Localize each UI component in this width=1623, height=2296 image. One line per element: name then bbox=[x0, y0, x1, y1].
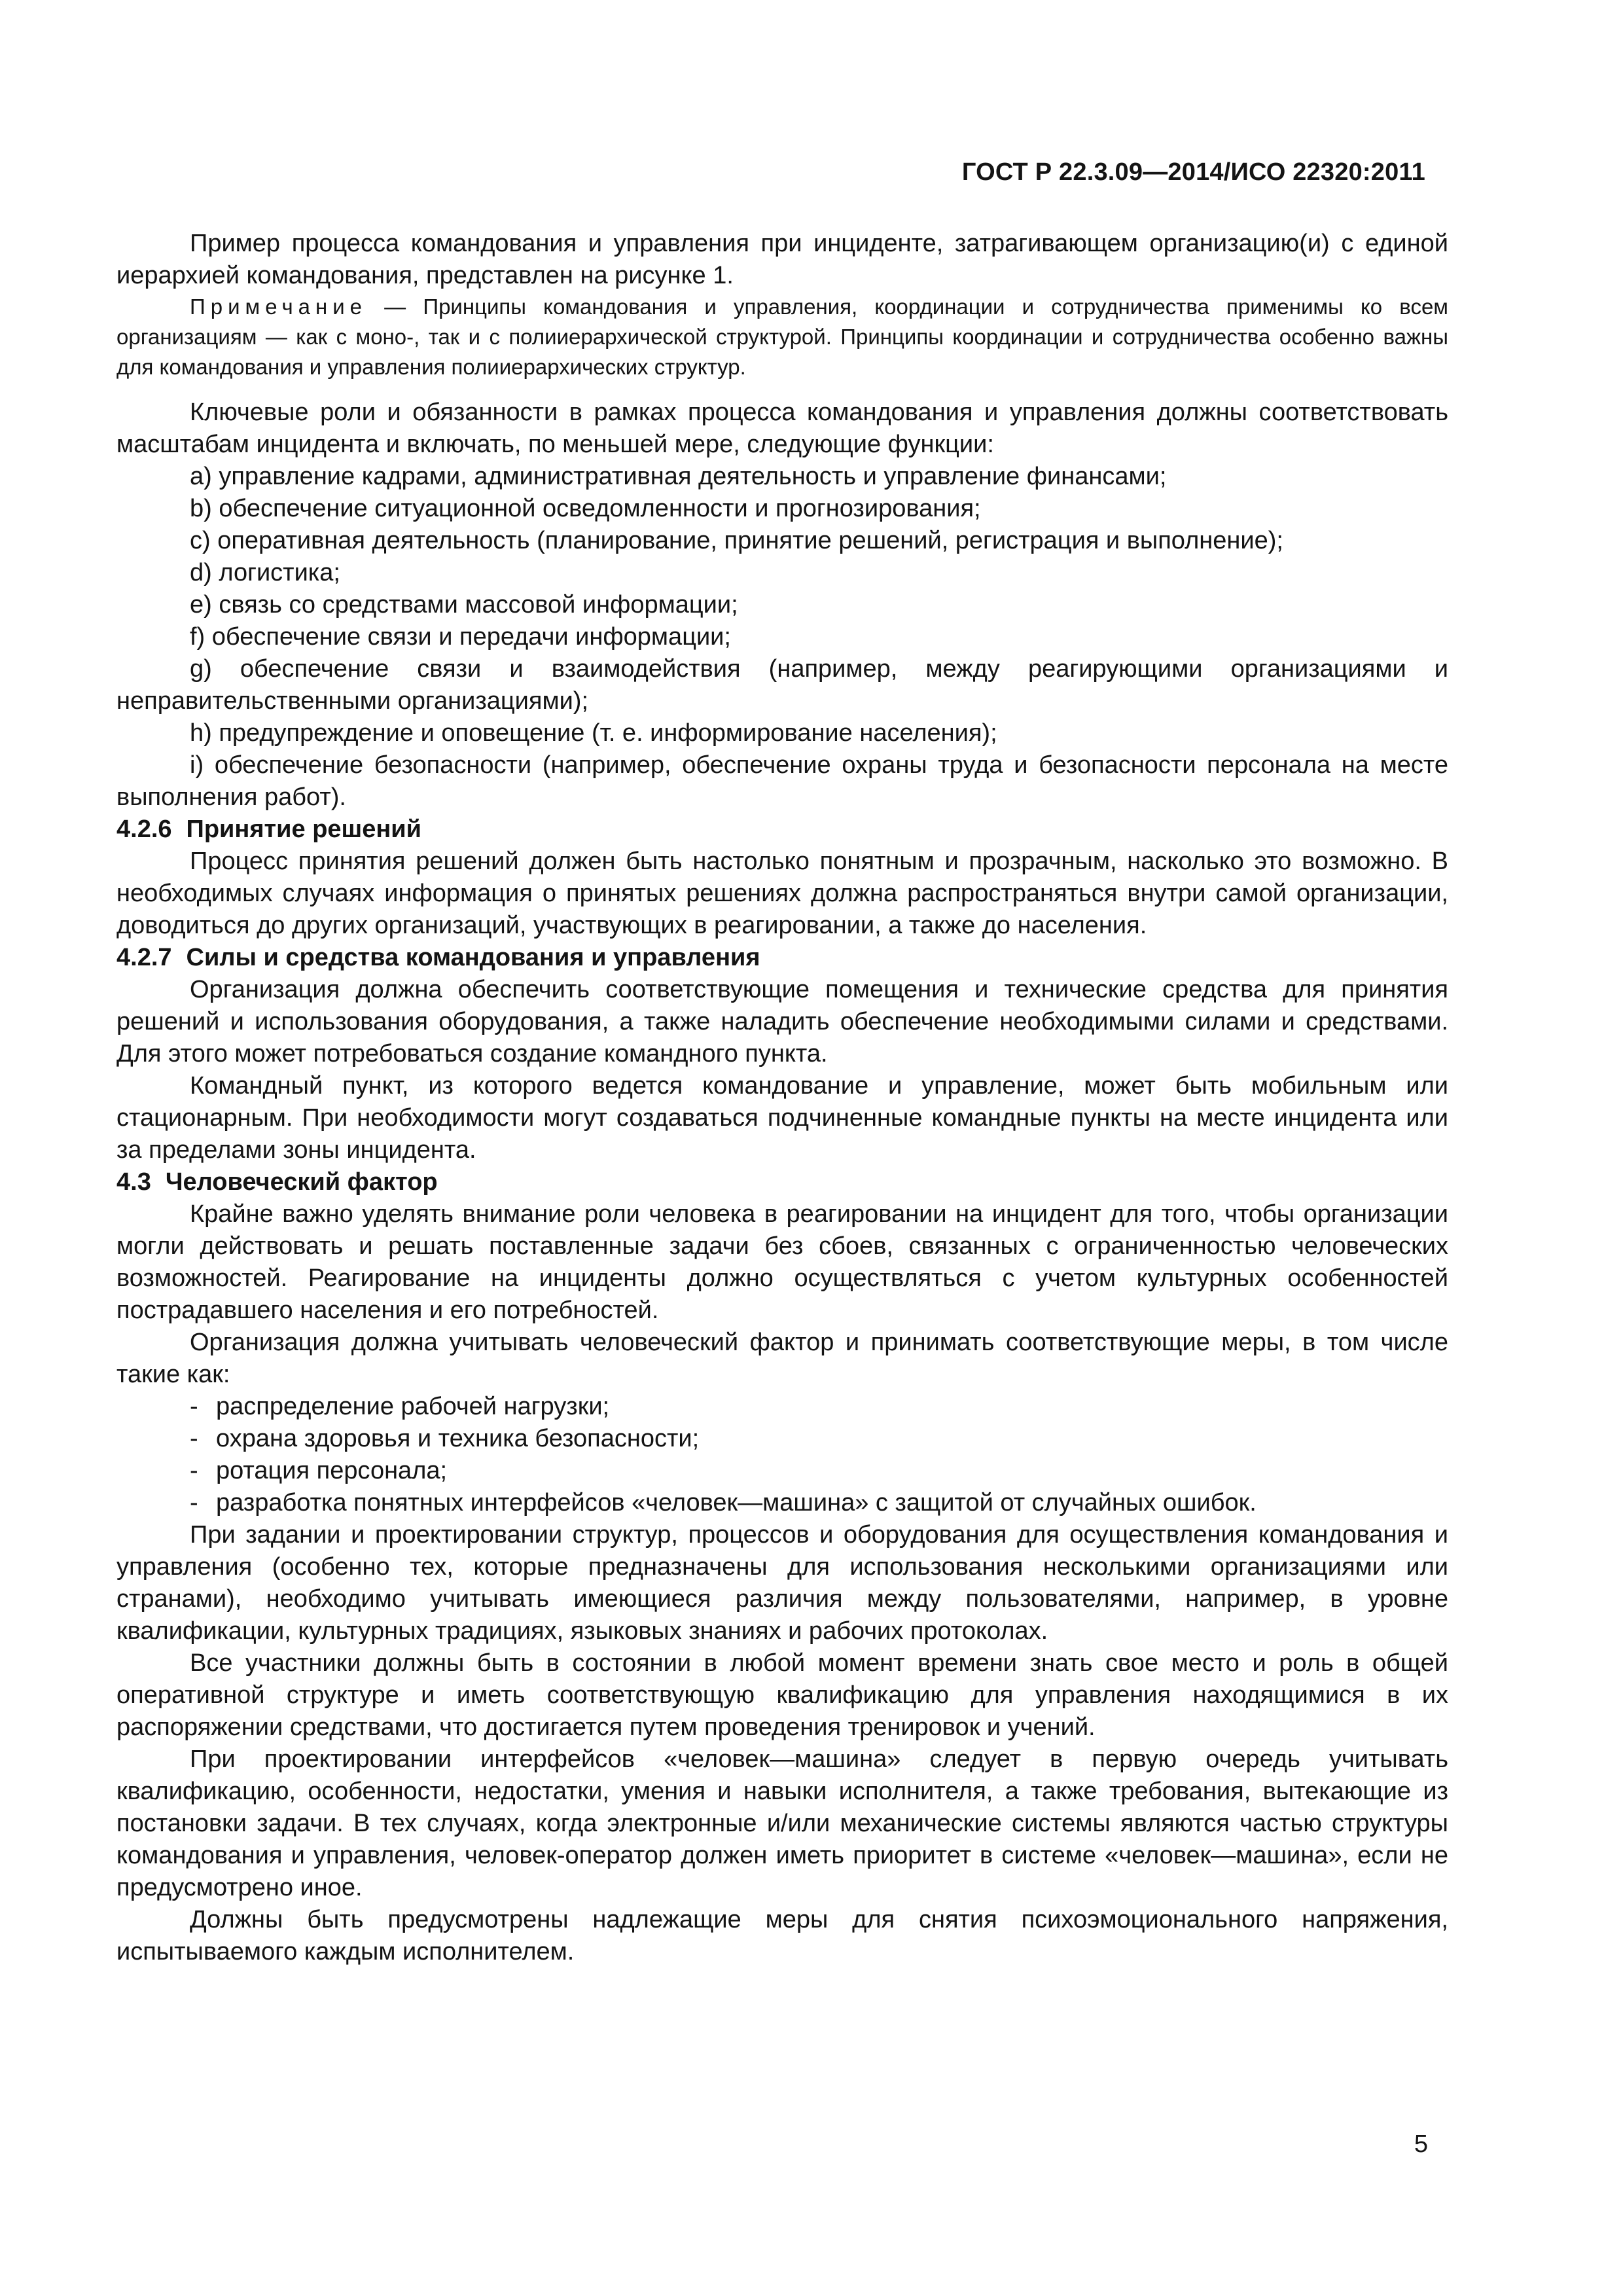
dash-bullet: - bbox=[190, 1489, 198, 1516]
measures-list-text: разработка понятных интерфейсов «человек—машина» с защитой от случайных ошибок. bbox=[216, 1489, 1257, 1516]
section-paragraph: Организация должна обеспечить соответствующие помещения и технические средства для принятия решений и использования оборудования, а также наладить обеспечение необходимыми силами и средствами. Для этого может потребоваться создание командного пункта. bbox=[116, 976, 1448, 1067]
section-paragraph: При задании и проектировании структур, процессов и оборудования для осуществления командования и управления (особенно тех, которые предназначены для использования несколькими организациями или странами), необходимо учитывать имеющиеся различия между пользователями, например, в уровне квалификации, культурных традициях, языковых знаниях и рабочих протоколах. bbox=[116, 1521, 1448, 1645]
section-heading-4-2-7 bbox=[116, 942, 1448, 974]
roles-list-item: a) управление кадрами, административная деятельность и управление финансами; bbox=[190, 463, 1167, 490]
measures-list-text: распределение рабочей нагрузки; bbox=[216, 1393, 610, 1420]
roles-intro-paragraph: Ключевые роли и обязанности в рамках процесса командования и управления должны соответствовать масштабам инцидента и включать, по меньшей мере, следующие функции: bbox=[116, 399, 1448, 458]
roles-list-item: d) логистика; bbox=[190, 559, 340, 586]
section-paragraph: Командный пункт, из которого ведется командование и управление, может быть мобильным или стационарным. При необходимости могут создаваться подчиненные командные пункты на месте инцидента или за пределами зоны инцидента. bbox=[116, 1072, 1448, 1164]
section-paragraph: Должны быть предусмотрены надлежащие меры для снятия психоэмоционального напряжения, испытываемого каждым исполнителем. bbox=[116, 1906, 1448, 1965]
measures-list-item bbox=[116, 1423, 1448, 1455]
section-title: Принятие решений bbox=[186, 816, 422, 843]
note-label: Примечание bbox=[190, 295, 368, 319]
section-paragraph: Крайне важно уделять внимание роли человека в реагировании на инцидент для того, чтобы организации могли действовать и решать поставленные задачи без сбоев, связанных с ограниченностью человеческих возможностей. Реагирование на инциденты должно осуществляться с учетом культурных особенностей пострадавшего населения и его потребностей. bbox=[116, 1200, 1448, 1324]
section-heading-4-3 bbox=[116, 1166, 1448, 1198]
section-number: 4.2.7 bbox=[116, 944, 172, 971]
page-number: 5 bbox=[1414, 2130, 1428, 2158]
roles-list-item: g) обеспечение связи и взаимодействия (например, между реагирующими организациями и неправительственными организациями); bbox=[116, 655, 1448, 715]
dash-bullet: - bbox=[190, 1425, 198, 1452]
standard-designation: ГОСТ Р 22.3.09—2014/ИСО 22320:2011 bbox=[961, 158, 1425, 186]
section-paragraph: Все участники должны быть в состоянии в любой момент времени знать свое место и роль в общей оперативной структуре и иметь соответствующую квалификацию для управления находящимися в их распоряжении средствами, что достигается путем проведения тренировок и учений. bbox=[116, 1649, 1448, 1741]
measures-list-text: охрана здоровья и техника безопасности; bbox=[216, 1425, 700, 1452]
section-number: 4.2.6 bbox=[116, 816, 172, 843]
measures-list-item bbox=[116, 1391, 1448, 1423]
roles-list-item: b) обеспечение ситуационной осведомленности и прогнозирования; bbox=[190, 495, 981, 522]
section-paragraph: При проектировании интерфейсов «человек—машина» следует в первую очередь учитывать квалификацию, особенности, недостатки, умения и навыки исполнителя, а также требования, вытекающие из постановки задачи. В тех случаях, когда электронные и/или механические системы являются частью структуры командования и управления, человек-оператор должен иметь приоритет в системе «человек—машина», если не предусмотрено иное. bbox=[116, 1746, 1448, 1901]
page-content bbox=[116, 228, 1448, 1968]
measures-list-item bbox=[116, 1455, 1448, 1487]
section-heading-4-2-6 bbox=[116, 814, 1448, 846]
dash-bullet: - bbox=[190, 1393, 198, 1420]
section-paragraph: Организация должна учитывать человеческий фактор и принимать соответствующие меры, в том числе такие как: bbox=[116, 1329, 1448, 1388]
roles-list-item: e) связь со средствами массовой информации; bbox=[190, 591, 738, 619]
roles-list-item: f) обеспечение связи и передачи информации; bbox=[190, 623, 731, 651]
dash-bullet: - bbox=[190, 1457, 198, 1484]
section-number: 4.3 bbox=[116, 1168, 151, 1196]
roles-list-item: c) оперативная деятельность (планирование, принятие решений, регистрация и выполнение); bbox=[190, 527, 1283, 554]
measures-list-text: ротация персонала; bbox=[216, 1457, 448, 1484]
note-paragraph bbox=[116, 292, 1448, 382]
section-paragraph: Процесс принятия решений должен быть настолько понятным и прозрачным, насколько это возможно. В необходимых случаях информация о принятых решениях должна распространяться внутри самой организации, доводиться до других организаций, участвующих в реагировании, а также до населения. bbox=[116, 848, 1448, 939]
section-title: Силы и средства командования и управления bbox=[186, 944, 760, 971]
section-title: Человеческий фактор bbox=[165, 1168, 438, 1196]
roles-list-item: h) предупреждение и оповещение (т. е. информирование населения); bbox=[190, 719, 997, 747]
intro-paragraph: Пример процесса командования и управления при инциденте, затрагивающем организацию(и) с единой иерархией командования, представлен на рисунке 1. bbox=[116, 230, 1448, 289]
measures-list-item bbox=[116, 1487, 1448, 1519]
roles-list-item: i) обеспечение безопасности (например, обеспечение охраны труда и безопасности персонала на месте выполнения работ). bbox=[116, 751, 1448, 811]
note-text: — Принципы командования и управления, координации и сотрудничества применимы ко всем организациям — как с моно-, так и с полииерархической структурой. Принципы координации и сотрудничества особенно важны для командования и управления полииерархических структур. bbox=[116, 295, 1448, 379]
